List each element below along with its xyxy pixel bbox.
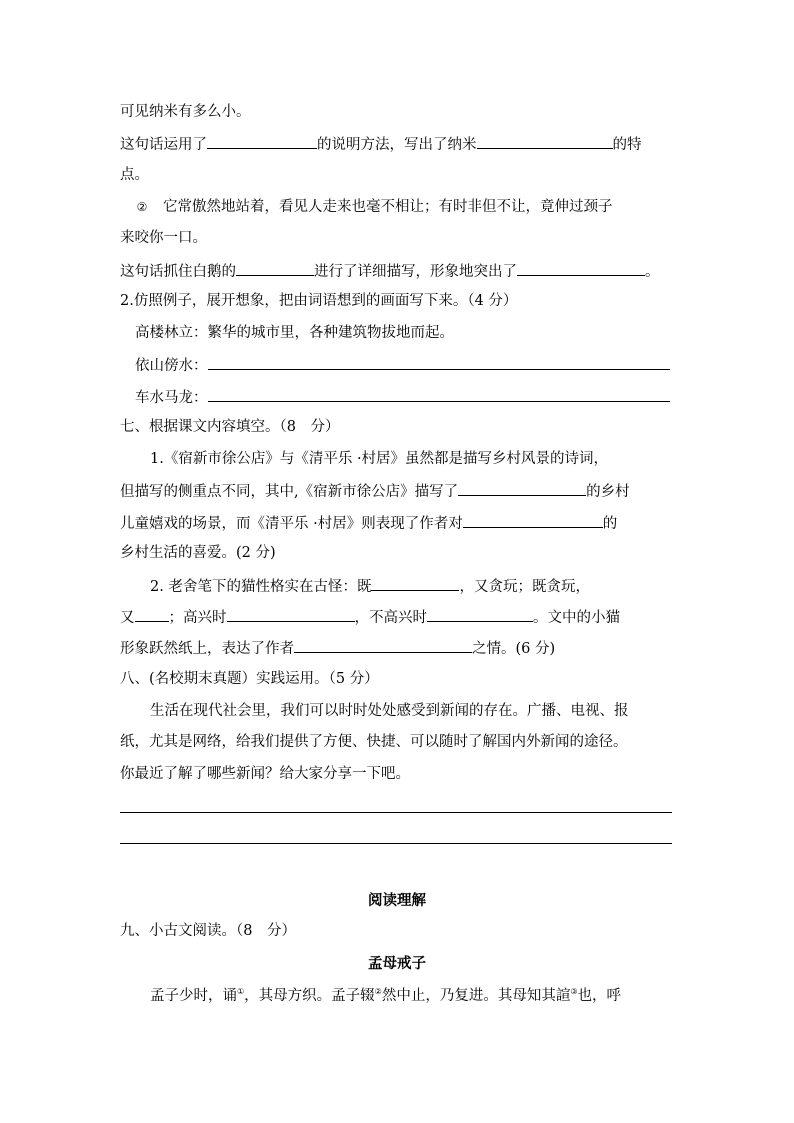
- text-line: 乡村生活的喜爱。(2 分): [120, 545, 276, 561]
- text-line: ② 它常傲然地站着，看见人走来也毫不相让；有时非但不让，竟伸过颈子: [136, 199, 613, 215]
- answer-line: 依山傍水：: [135, 355, 670, 375]
- answer-rule[interactable]: [120, 843, 672, 844]
- text-line: 但描写的侧重点不同，其中,《宿新市徐公店》描写了 的乡村: [120, 481, 630, 501]
- footnote-marker: ②: [374, 987, 382, 997]
- answer-blank[interactable]: [458, 481, 586, 496]
- footnote-marker: ③: [570, 987, 578, 997]
- answer-blank[interactable]: [208, 387, 670, 402]
- text-line: 这句话抓住白鹅的 进行了详细描写，形象地突出了 。: [120, 261, 660, 281]
- text-line: 来咬你一口。: [120, 230, 207, 246]
- text-line: 纸，尤其是网络，给我们提供了方便、快捷、可以随时了解国内外新闻的途径。: [120, 734, 628, 750]
- answer-blank[interactable]: [135, 607, 169, 622]
- section-title: 九、小古文阅读。（8 分）: [120, 923, 296, 939]
- text-line: 又 ；高兴时 ，不高兴时 。文中的小猫: [120, 607, 620, 627]
- question-title: 2.仿照例子，展开想象，把由词语想到的画面写下来。（4 分）: [120, 293, 518, 309]
- text-line: 形象跃然纸上，表达了作者 之情。(6 分): [120, 638, 555, 658]
- text-line: 儿童嬉戏的场景，而《清平乐 ·村居》则表现了作者对 的: [120, 513, 617, 533]
- answer-blank[interactable]: [427, 607, 533, 622]
- answer-rule[interactable]: [120, 812, 672, 813]
- answer-blank[interactable]: [207, 134, 317, 149]
- article-title: 孟母戒子: [368, 955, 426, 972]
- section-title: 八、(名校期末真题）实践运用。（5 分）: [120, 671, 379, 687]
- text-line: 你最近了解了哪些新闻？给大家分享一下吧。: [120, 766, 410, 782]
- footnote-marker: ①: [237, 987, 245, 997]
- text-line: 2. 老舍笔下的猫性格实在古怪：既 ，又贪玩；既贪玩，: [150, 576, 590, 596]
- text-line: 生活在现代社会里，我们可以时时处处感受到新闻的存在。广播、电视、报: [150, 703, 629, 719]
- answer-blank[interactable]: [236, 261, 314, 276]
- answer-blank[interactable]: [463, 513, 603, 528]
- answer-blank[interactable]: [517, 261, 645, 276]
- text-line: 这句话运用了 的说明方法，写出了纳米 的特: [120, 134, 642, 154]
- text-line: 点。: [120, 167, 149, 183]
- text-line: 1.《宿新市徐公店》与《清平乐 ·村居》虽然都是描写乡村风景的诗词，: [150, 451, 609, 467]
- answer-blank[interactable]: [371, 576, 459, 591]
- example-line: 高楼林立：繁华的城市里，各种建筑物拔地而起。: [135, 325, 454, 341]
- answer-blank[interactable]: [477, 134, 613, 149]
- answer-blank[interactable]: [227, 607, 355, 622]
- answer-blank[interactable]: [294, 638, 472, 653]
- text-line: 可见纳米有多么小。: [120, 104, 251, 120]
- text-line: 孟子少时，诵①，其母方织。孟子辍②然中止，乃复进。其母知其諠③也，呼: [150, 987, 622, 1004]
- section-heading: 阅读理解: [368, 892, 426, 909]
- answer-line: 车水马龙：: [135, 387, 670, 407]
- section-title: 七、根据课文内容填空。（8 分）: [120, 419, 340, 435]
- item-marker: ②: [136, 200, 148, 214]
- answer-blank[interactable]: [208, 355, 670, 370]
